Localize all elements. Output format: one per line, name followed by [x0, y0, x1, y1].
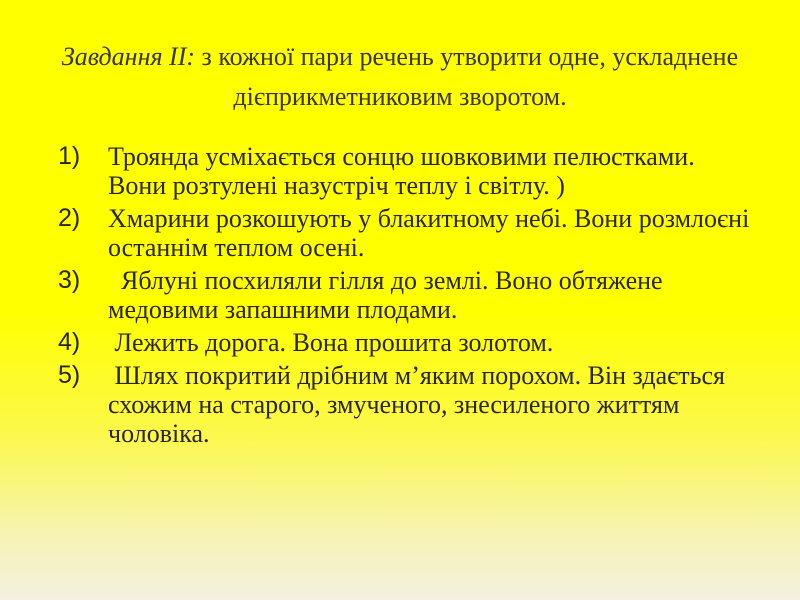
title-rest: з кожної пари речень утворити одне, ускладнене дієприкметниковим зворотом. — [195, 42, 739, 111]
task-text: Хмарини розкошують у блакитному небі. Вони розмлоєні останнім теплом осені. — [108, 204, 750, 262]
task-text: Яблуні посхиляли гілля до землі. Воно обтяжене медовими запашними плодами. — [108, 266, 670, 324]
task-number: 5) — [58, 361, 81, 389]
task-item-1 — [58, 142, 758, 200]
slide-title — [40, 37, 760, 117]
task-item-2 — [58, 204, 758, 262]
task-number: 4) — [58, 328, 81, 356]
task-number: 3) — [58, 266, 81, 294]
task-item-3 — [58, 266, 758, 324]
task-text: Троянда усміхається сонцю шовковими пелюстками. Вони розтулені назустріч теплу і світлу. ) — [108, 142, 695, 200]
task-number: 1) — [58, 142, 81, 170]
title-lead: Завдання ІІ: — [61, 42, 196, 71]
task-item-4 — [58, 328, 758, 357]
task-text: Лежить дорога. Вона прошита золотом. — [108, 328, 554, 357]
task-number: 2) — [58, 204, 81, 232]
task-text: Шлях покритий дрібним м’яким порохом. Він здається схожим на старого, змученого, знесиленого життям чоловіка. — [108, 361, 732, 448]
task-item-5 — [58, 361, 758, 448]
task-list — [58, 142, 758, 452]
